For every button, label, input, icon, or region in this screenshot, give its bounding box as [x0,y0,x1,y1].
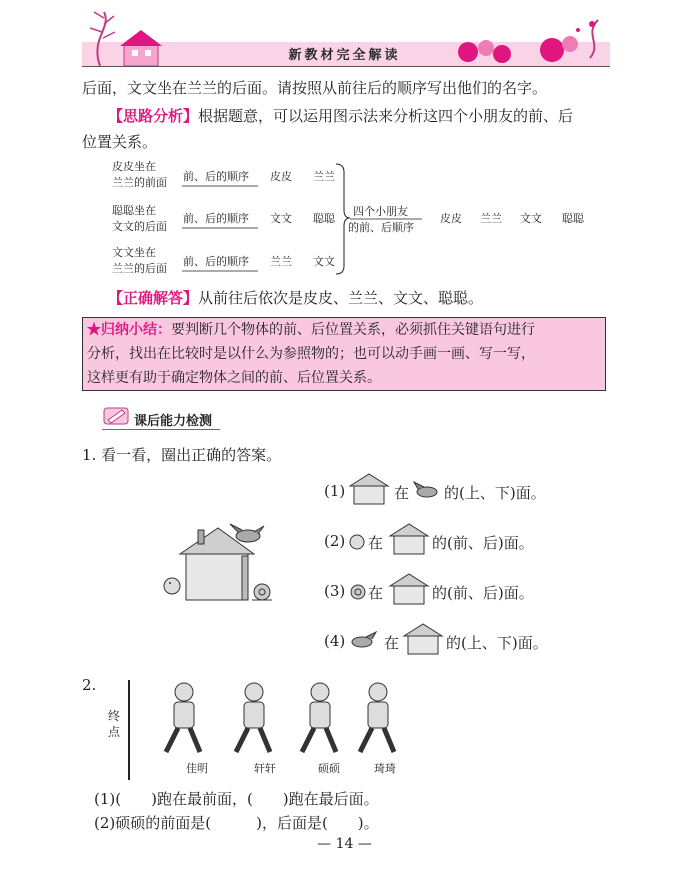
page-number: — 14 — [317,836,372,852]
diagram-row3-cond2: 兰兰的后面 [112,262,167,275]
diagram-row3-b: 文文 [313,255,335,268]
snail-icon [348,580,368,604]
summary-line1 [87,320,535,340]
snail-icon [250,578,274,604]
diagram-result-label1: 四个小朋友 [353,205,408,218]
q1-item4-end: 的(上、下)面。 [446,634,548,652]
diagram-row1-label: 前、后的顺序 [183,170,249,183]
house-icon [400,622,446,656]
q1-item1-mid: 在 [394,484,410,502]
answer-text: 从前往后依次是皮皮、兰兰、文文、聪聪。 [198,289,484,307]
section-underline [102,429,220,430]
runner-name-3: 硕硕 [318,762,340,775]
house-icon [386,522,432,556]
chick-icon [348,530,366,552]
diagram-result-1: 皮皮 [440,212,462,225]
analysis-line2: 位置关系。 [82,133,158,151]
analysis-line1 [108,106,573,126]
q1-item4-mid: 在 [384,634,400,652]
diagram-result-4: 聪聪 [562,212,584,225]
summary-text1: 要判断几个物体的前、后位置关系，必须抓住关键语句进行 [171,322,535,338]
q1-item1-num: (1) [324,482,346,500]
q1-item4-num: (4) [324,632,346,650]
diagram-result-2: 兰兰 [480,212,502,225]
runner-name-2: 轩轩 [254,762,276,775]
runner-figure [236,683,270,752]
finish-line [128,680,130,780]
analysis-tag: 【思路分析】 [108,107,199,125]
diagram-result-label2: 的前、后顺序 [348,221,414,234]
q2-sub2: (2)硕硕的前面是( )，后面是( )。 [94,814,379,832]
q1-text: 1. 看一看，圈出正确的答案。 [82,446,282,464]
diagram-row2-cond2: 文文的后面 [112,220,167,233]
q1-item3-num: (3) [324,582,346,600]
bird-icon [346,630,378,652]
section-title: 课后能力检测 [134,414,213,429]
diagram-row3-a: 兰兰 [270,255,292,268]
runner-name-4: 琦琦 [374,762,396,775]
q2-sub1: (1)( )跑在最前面，( )跑在最后面。 [94,790,379,808]
q1-item3-mid: 在 [368,584,384,602]
chick-icon [160,572,184,598]
summary-line2: 分析，找出在比较时是以什么为参照物的；也可以动手画一画、写一写， [87,346,535,362]
q1-item3-end: 的(前、后)面。 [432,584,534,602]
answer-tag: 【正确解答】 [108,289,199,307]
diagram-row2-a: 文文 [270,212,292,225]
diagram-row2-label: 前、后的顺序 [183,212,249,225]
q1-item2-num: (2) [324,532,346,550]
header-title: 新教材完全解读 [288,48,401,63]
runner-figure [302,683,336,752]
summary-tag: ★归纳小结： [87,322,171,338]
analysis-text1: 根据题意，可以运用图示法来分析这四个小朋友的前、后 [198,107,574,125]
diagram-row3-cond1: 文文坐在 [112,246,156,259]
q1-item2-end: 的(前、后)面。 [432,534,534,552]
runner-name-1: 佳明 [186,762,208,775]
bird-icon [228,522,268,548]
diagram-row2-cond1: 聪聪坐在 [112,204,156,217]
house-icon [346,472,392,506]
q1-item2-mid: 在 [368,534,384,552]
answer-line [108,288,483,308]
q2-num: 2. [82,676,97,694]
header-rule [82,66,610,67]
house-icon [386,572,432,606]
runner-figure [360,683,394,752]
diagram-row2-b: 聪聪 [313,212,335,225]
bird-icon [412,480,442,502]
diagram-row1-cond1: 皮皮坐在 [112,160,156,173]
summary-box [82,317,606,391]
diagram-row1-b: 兰兰 [313,170,335,183]
diagram-result-3: 文文 [520,212,542,225]
runner-figure [166,683,200,752]
diagram-row3-label: 前、后的顺序 [183,255,249,268]
q1-item1-end: 的(上、下)面。 [444,484,546,502]
intro-line: 后面，文文坐在兰兰的后面。请按照从前往后的顺序写出他们的名字。 [82,79,548,97]
runners-illustration [160,680,430,760]
diagram-row1-cond2: 兰兰的前面 [112,176,167,189]
summary-line3: 这样更有助于确定物体之间的前、后位置关系。 [87,370,381,386]
pencil-icon [102,404,132,428]
diagram-row1-a: 皮皮 [270,170,292,183]
finish-label: 终点 [108,709,121,739]
